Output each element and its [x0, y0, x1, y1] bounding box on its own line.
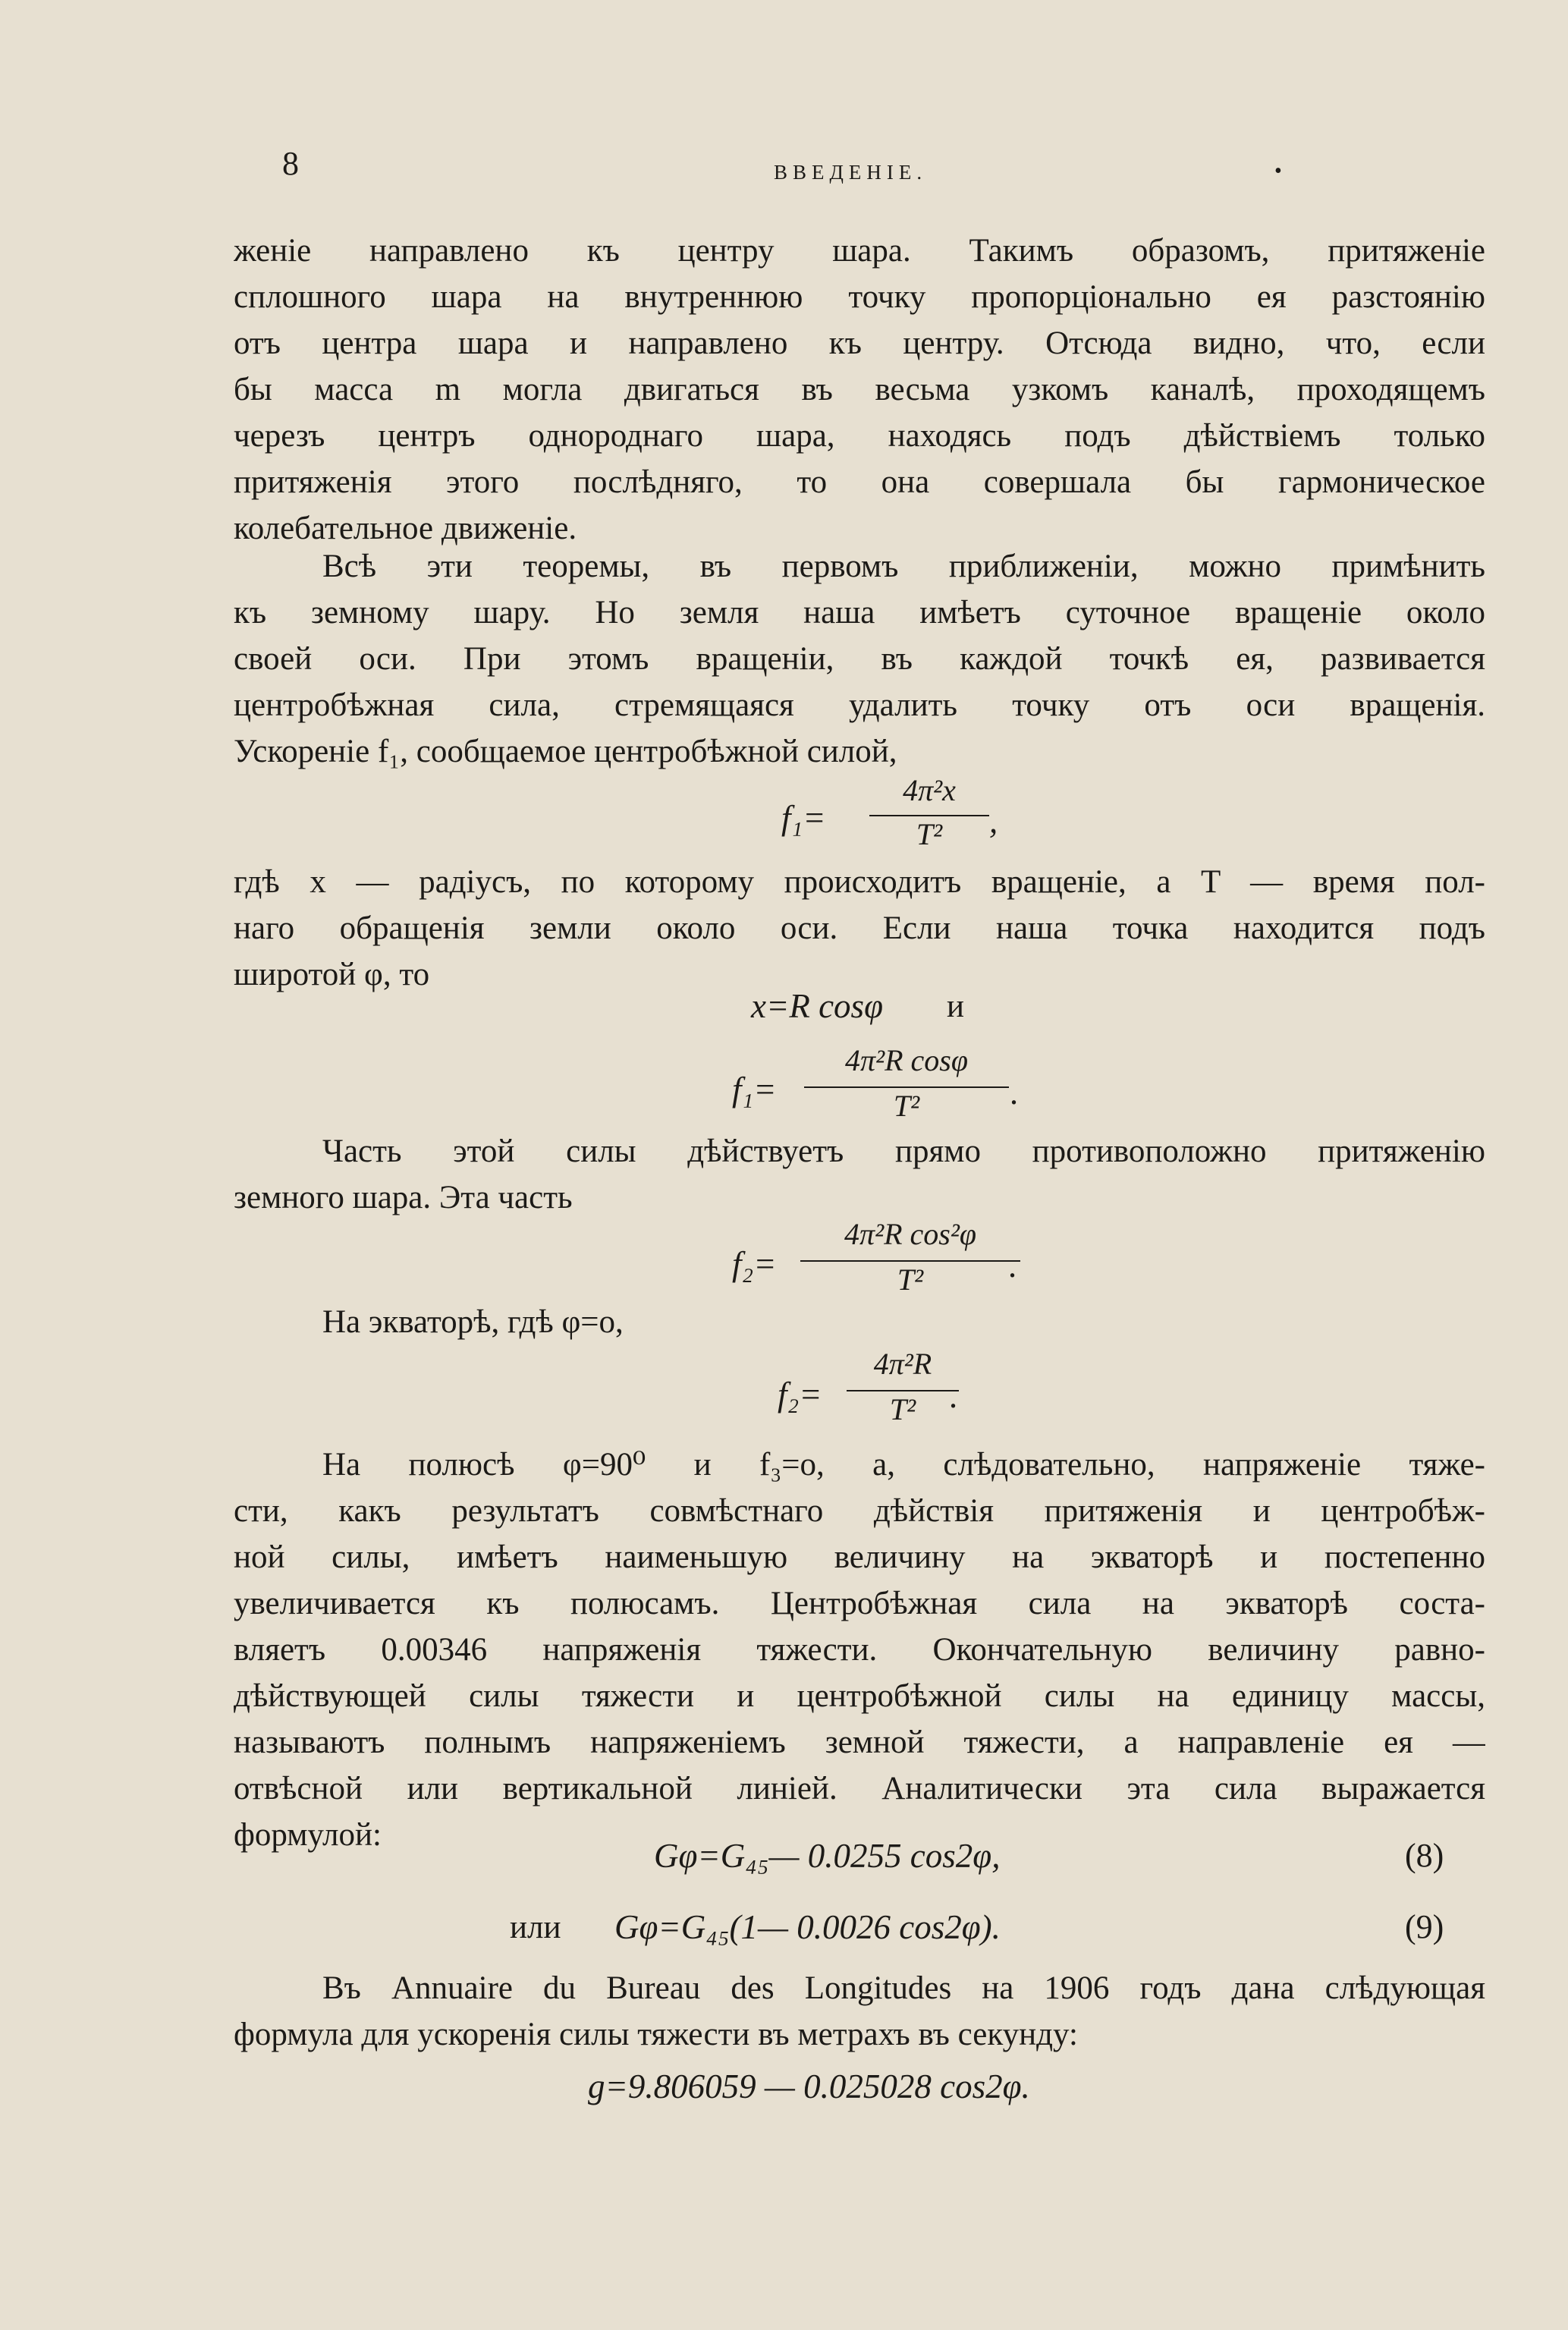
text-line: вляетъ 0.00346 напряженія тяжести. Окончательную величину равно-: [234, 1632, 1485, 1668]
text-line: Часть этой силы дѣйствуетъ прямо противоположно притяженію: [322, 1134, 1485, 1169]
equation-prefix: или: [510, 1910, 561, 1945]
paragraph-2: [234, 543, 1485, 775]
text-line: сплошного шара на внутреннюю точку пропорціонально ея разстоянію: [234, 279, 1485, 315]
paragraph-6: [234, 1442, 1485, 1858]
formula-denominator: T²: [897, 1262, 924, 1297]
equation-text: Gφ=G₄₅— 0.0255 cos2φ,: [654, 1837, 1001, 1875]
text-line: центробѣжная сила, стремящаяся удалить точку отъ оси вращенія.: [234, 687, 1485, 723]
text-line: земного шара. Эта часть: [234, 1180, 573, 1215]
formula-denominator: T²: [916, 817, 943, 851]
text-line: колебательное движеніе.: [234, 511, 577, 546]
formula-lhs: f₂=: [778, 1376, 822, 1413]
text-line: формула для ускоренія силы тяжести въ метрахъ въ секунду:: [234, 2017, 1078, 2052]
text-line: широтой φ, то: [234, 957, 430, 992]
paragraph-7: [234, 1965, 1485, 2058]
text-line: Всѣ эти теоремы, въ первомъ приближеніи, можно примѣнить: [322, 549, 1485, 584]
equation-number: (9): [1405, 1908, 1444, 1945]
formula-trail: ,: [989, 802, 998, 840]
text-line: своей оси. При этомъ вращеніи, въ каждой точкѣ ея, развивается: [234, 641, 1485, 677]
text-line: ной силы, имѣетъ наименьшую величину на экваторѣ и постепенно: [234, 1539, 1485, 1575]
paragraph-4: [234, 1128, 1485, 1221]
text-line: формулой:: [234, 1817, 382, 1853]
text-line: увеличивается къ полюсамъ. Центробѣжная сила на экваторѣ соста-: [234, 1586, 1485, 1621]
equation-number: (8): [1405, 1837, 1444, 1874]
formula-numerator: 4π²R cos²φ: [844, 1217, 976, 1251]
text-line: отъ центра шара и направлено къ центру. Отсюда видно, что, если: [234, 325, 1485, 361]
formula-trail: .: [1010, 1074, 1020, 1112]
ornament-dot: •: [1274, 159, 1282, 183]
formula-numerator: 4π²R: [873, 1347, 932, 1381]
formula-lhs: f₁=: [781, 799, 826, 837]
formula-text: x=R cosφ: [751, 987, 883, 1025]
formula-numerator: 4π²x: [903, 773, 956, 807]
text-line: дѣйствующей силы тяжести и центробѣжной силы на единицу массы,: [234, 1678, 1485, 1714]
paragraph-5: [234, 1299, 1485, 1345]
equation-text: Gφ=G₄₅(1— 0.0026 cos2φ).: [614, 1908, 1001, 1946]
text-line: сти, какъ результатъ совмѣстнаго дѣйствія притяженія и центробѣж-: [234, 1493, 1485, 1529]
text-line: На полюсѣ φ=90⁰ и f₃=o, а, слѣдовательно, напряженіе тяже-: [322, 1447, 1485, 1483]
text-line: наго обращенія земли около оси. Если наша точка находится подъ: [234, 910, 1485, 946]
page-number: 8: [282, 145, 299, 182]
text-line: черезъ центръ однороднаго шара, находясь подъ дѣйствіемъ только: [234, 418, 1485, 454]
text-line: притяженія этого послѣдняго, то она совершала бы гармоническое: [234, 464, 1485, 500]
running-title: ВВЕДЕНІЕ.: [774, 161, 928, 184]
text-line: На экваторѣ, гдѣ φ=o,: [322, 1304, 624, 1340]
text-line: гдѣ x — радіусъ, по которому происходитъ вращеніе, а T — время пол-: [234, 864, 1485, 900]
text-line: называютъ полнымъ напряженіемъ земной тяжести, а направленіе ея —: [234, 1725, 1485, 1760]
text-line: женіе направлено къ центру шара. Такимъ образомъ, притяженіе: [234, 233, 1485, 269]
formula-lhs: f₁=: [732, 1071, 777, 1108]
text-line: отвѣсной или вертикальной линіей. Аналитически эта сила выражается: [234, 1771, 1485, 1806]
formula-trail: .: [1009, 1247, 1018, 1284]
formula-numerator: 4π²R cosφ: [845, 1043, 968, 1077]
formula-denominator: T²: [893, 1089, 920, 1123]
formula-conjunction: и: [947, 989, 965, 1024]
paragraph-3: [234, 859, 1485, 998]
paragraph-1: [234, 228, 1485, 552]
formula-trail: .: [950, 1377, 959, 1415]
text-line: Въ Annuaire du Bureau des Longitudes на 1906 годъ дана слѣдующая: [322, 1970, 1485, 2006]
formula-denominator: T²: [889, 1392, 916, 1426]
formula-lhs: f₂=: [732, 1245, 777, 1283]
text-line: бы масса m могла двигаться въ весьма узкомъ каналѣ, проходящемъ: [234, 372, 1485, 407]
text-line: къ земному шару. Но земля наша имѣетъ суточное вращеніе около: [234, 595, 1485, 630]
formula-gravity: g=9.806059 — 0.025028 cos2φ.: [588, 2067, 1030, 2105]
text-line: Ускореніе f₁, сообщаемое центробѣжной силой,: [234, 734, 897, 769]
